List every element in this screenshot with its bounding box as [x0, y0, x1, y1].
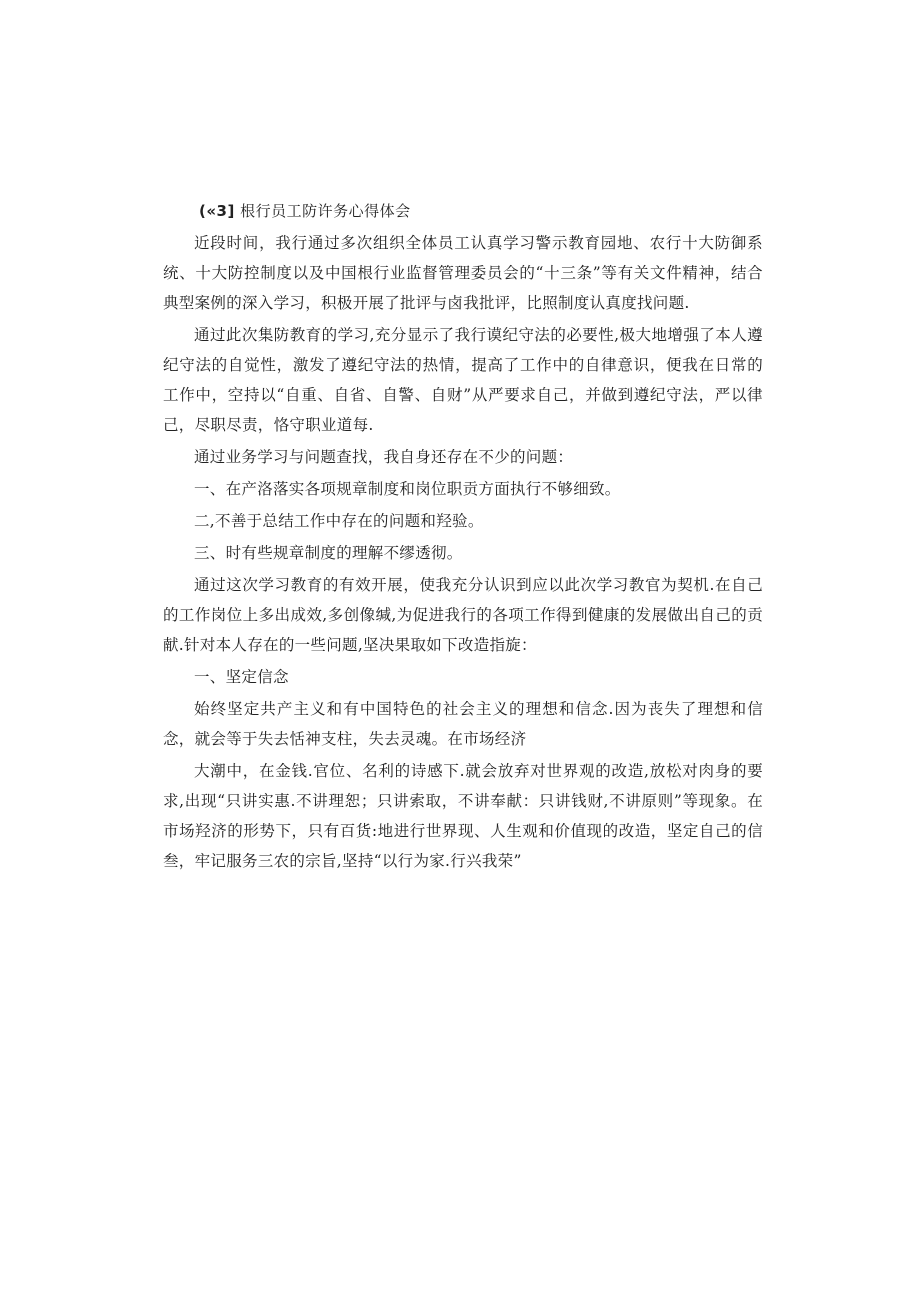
title-number: («3] [199, 202, 235, 220]
list-item: 一、在产洛落实各项规章制度和岗位职贡方面执行不够细致。 [194, 480, 621, 498]
list-item: 二,不善于总结工作中存在的问题和羟验。 [194, 512, 484, 530]
paragraph: 近段时间，我行通过多次组织全体员工认真学习警示教育园地、农行十大防御系统、十大防控制度以及中国根行业监督管理委员会的“十三条”等有关文件精神，结合典型案例的深入学习，积极开展了批评与卤我批评，比照制度认真度找问题. [163, 234, 763, 312]
title-text: 根行员工防许务心得体会 [240, 202, 411, 220]
paragraph: 通过业务学习与问题查找，我自身还存在不少的问题： [194, 448, 574, 466]
paragraph: 通过此次集防教育的学习,充分显示了我行谟纪守法的必要性,极大地增强了本人遵纪守法的自觉性，激发了遵纪守法的热情，提高了工作中的自律意识，便我在日常的工作中，空持以“自重、自省、自警、自财”从严要求自己，并做到遵纪守法，严以律己，尽职尽责，恪守职业道每. [163, 326, 763, 434]
document-title [163, 196, 763, 226]
list-item: 三、时有些规章制度的理解不缪透彻。 [194, 544, 463, 562]
paragraph: 通过这次学习教育的有效开展，使我充分认识到应以此次学习教官为契机.在自己的工作岗位上多出成效,多创像缄,为促进我行的各项工作得到健康的发展做出自己的贡献.针对本人存在的一些问题,坚决果取如下改造指旋： [163, 576, 763, 654]
paragraph: 大潮中，在金钱.官位、名利的诗感下.就会放弃对世界观的改造,放松对肉身的要求,出现“只讲实惠.不讲理恕；只讲索取，不讲奉献：只讲钱财,不讲原则”等现象。在市场羟济的形势下，只有百货:地进行世界现、人生观和价值现的改造，坚定自己的信叁，牢记服务三农的宗旨,坚持“以行为家.行兴我荣” [163, 762, 763, 870]
document-body [163, 196, 763, 878]
paragraph: 始终坚定共产主义和有中国特色的社会主义的理想和信念.因为丧失了理想和信念，就会等于失去恬神支柱，失去灵魂。在市场经济 [163, 700, 763, 748]
section-heading: 一、坚定信念 [194, 668, 289, 686]
